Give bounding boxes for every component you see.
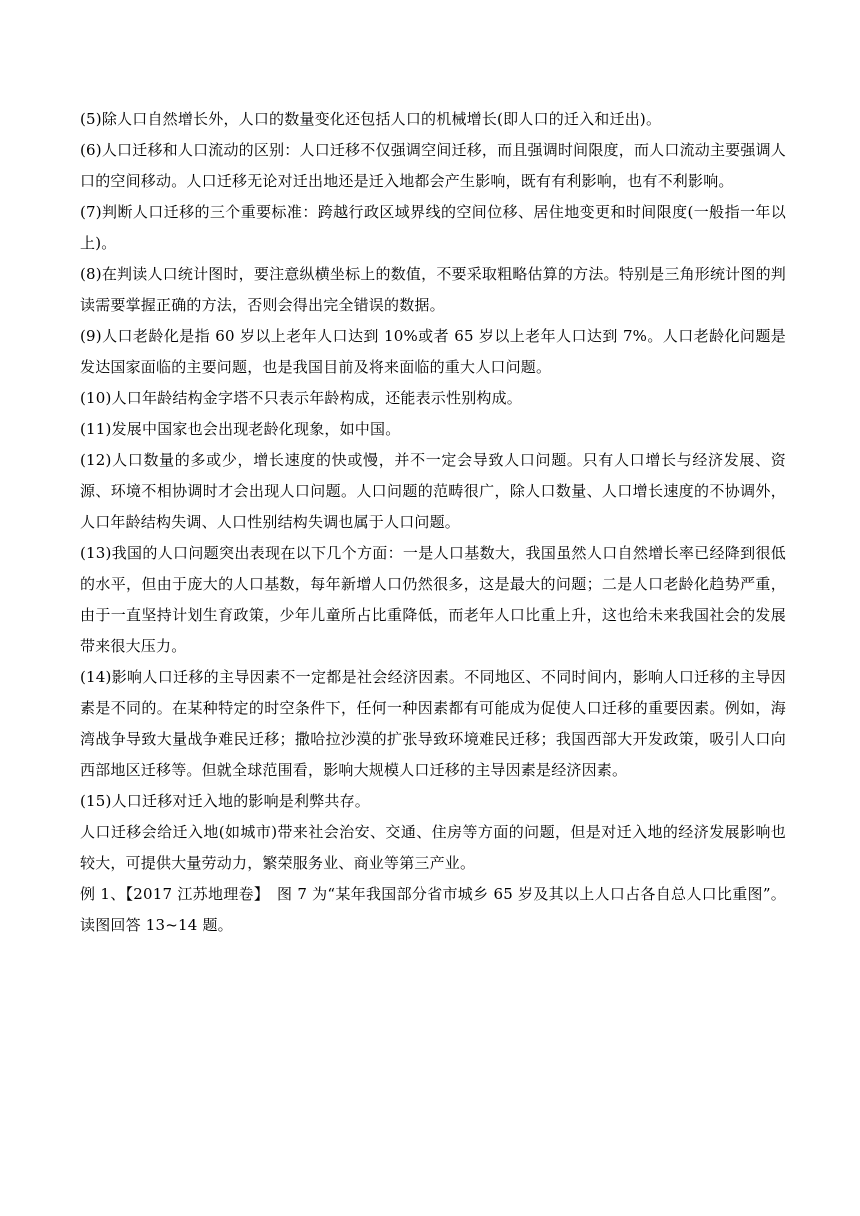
example-question-intro: 例 1、【2017 江苏地理卷】 图 7 为“某年我国部分省市城乡 65 岁及其以上人口占各自总人口比重图”。读图回答 13~14 题。 — [80, 885, 786, 934]
paragraph-item-14: (14)影响人口迁移的主导因素不一定都是社会经济因素。不同地区、不同时间内，影响人口迁移的主导因素是不同的。在某种特定的时空条件下，任何一种因素都有可能成为促使人口迁移的重要因素。例如，海湾战争导致大量战争难民迁移；撒哈拉沙漠的扩张导致环境难民迁移；我国西部大开发政策，吸引人口向西部地区迁移等。但就全球范围看，影响大规模人口迁移的主导因素是经济因素。 — [80, 668, 786, 779]
document-body — [80, 104, 786, 941]
paragraph-item-9: (9)人口老龄化是指 60 岁以上老年人口达到 10%或者 65 岁以上老年人口达到 7%。人口老龄化问题是发达国家面临的主要问题，也是我国目前及将来面临的重大人口问题。 — [80, 327, 786, 376]
paragraph-item-15: (15)人口迁移对迁入地的影响是利弊共存。 — [80, 792, 370, 810]
paragraph-item-13: (13)我国的人口问题突出表现在以下几个方面：一是人口基数大，我国虽然人口自然增长率已经降到很低的水平，但由于庞大的人口基数，每年新增人口仍然很多，这是最大的问题；二是人口老龄化趋势严重，由于一直坚持计划生育政策，少年儿童所占比重降低，而老年人口比重上升，这也给未来我国社会的发展带来很大压力。 — [80, 544, 786, 655]
paragraph-migration-impact: 人口迁移会给迁入地(如城市)带来社会治安、交通、住房等方面的问题，但是对迁入地的经济发展影响也较大，可提供大量劳动力，繁荣服务业、商业等第三产业。 — [80, 823, 786, 872]
paragraph-item-12: (12)人口数量的多或少，增长速度的快或慢，并不一定会导致人口问题。只有人口增长与经济发展、资源、环境不相协调时才会出现人口问题。人口问题的范畴很广，除人口数量、人口增长速度的不协调外，人口年龄结构失调、人口性别结构失调也属于人口问题。 — [80, 451, 786, 531]
paragraph-item-11: (11)发展中国家也会出现老龄化现象，如中国。 — [80, 420, 401, 438]
paragraph-item-8: (8)在判读人口统计图时，要注意纵横坐标上的数值，不要采取粗略估算的方法。特别是三角形统计图的判读需要掌握正确的方法，否则会得出完全错误的数据。 — [80, 265, 786, 314]
paragraph-item-6: (6)人口迁移和人口流动的区别：人口迁移不仅强调空间迁移，而且强调时间限度，而人口流动主要强调人口的空间移动。人口迁移无论对迁出地还是迁入地都会产生影响，既有有利影响，也有不利影响。 — [80, 141, 786, 190]
paragraph-item-10: (10)人口年龄结构金字塔不只表示年龄构成，还能表示性别构成。 — [80, 389, 522, 407]
paragraph-item-5: (5)除人口自然增长外，人口的数量变化还包括人口的机械增长(即人口的迁入和迁出)。 — [80, 110, 662, 128]
paragraph-item-7: (7)判断人口迁移的三个重要标准：跨越行政区域界线的空间位移、居住地变更和时间限度(一般指一年以上)。 — [80, 203, 786, 252]
